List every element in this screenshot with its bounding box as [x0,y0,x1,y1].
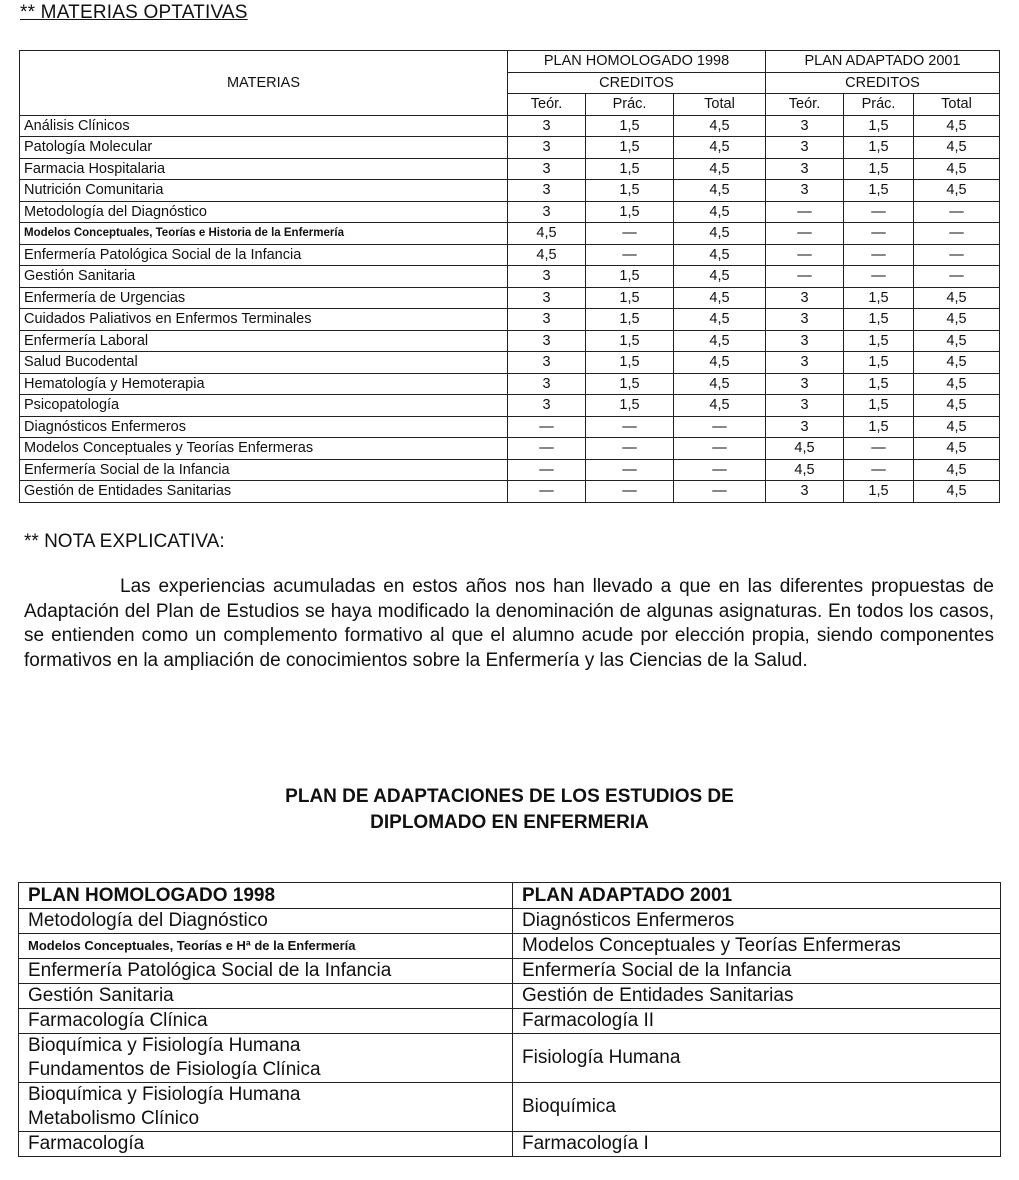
header-teor-1998: Teór. [508,94,586,116]
table-row [20,330,1000,352]
credit-cell: 4,5 [914,481,1000,503]
plan-2001-subject: Enfermería Social de la Infancia [513,959,1001,984]
materia-name: Salud Bucodental [20,352,508,374]
header-creditos-1998: CREDITOS [508,72,766,94]
credit-cell: — [508,481,586,503]
credit-cell: — [914,223,1000,245]
credit-cell: 1,5 [586,137,674,159]
credit-cell: — [586,223,674,245]
credit-cell: — [844,201,914,223]
credit-cell: 1,5 [844,309,914,331]
plan-1998-subject [19,909,513,934]
credit-cell: 1,5 [586,309,674,331]
materia-name: Enfermería Social de la Infancia [20,459,508,481]
credit-cell: — [766,244,844,266]
credit-cell: 1,5 [844,395,914,417]
table-row [20,481,1000,503]
credit-cell: — [586,416,674,438]
credit-cell: 4,5 [674,395,766,417]
credit-cell: 3 [766,352,844,374]
credit-cell: 4,5 [674,309,766,331]
credit-cell: 1,5 [844,115,914,137]
materia-name: Modelos Conceptuales y Teorías Enfermeras [20,438,508,460]
table-row [20,137,1000,159]
credit-cell: — [674,416,766,438]
credit-cell: 4,5 [766,459,844,481]
optativas-title: ** MATERIAS OPTATIVAS [20,2,248,23]
credit-cell: 1,5 [586,158,674,180]
credit-cell: 3 [766,158,844,180]
plan-title [0,784,1019,836]
plan-2001-subject: Bioquímica [513,1083,1001,1132]
credit-cell: 4,5 [674,223,766,245]
credit-cell: 3 [766,115,844,137]
credit-cell: 1,5 [586,180,674,202]
table-row [19,909,1001,934]
credit-cell: 4,5 [914,438,1000,460]
credit-cell: — [766,223,844,245]
credit-cell: 4,5 [674,287,766,309]
credit-cell: 3 [508,201,586,223]
table-row [19,959,1001,984]
materia-name: Hematología y Hemoterapia [20,373,508,395]
subject-line: Metodología del Diagnóstico [28,910,268,931]
credit-cell: — [914,266,1000,288]
header-prac-2001: Prác. [844,94,914,116]
credit-cell: — [914,201,1000,223]
plan-2001-subject: Diagnósticos Enfermeros [513,909,1001,934]
credit-cell: 1,5 [844,481,914,503]
credit-cell: — [844,266,914,288]
credit-cell: — [766,266,844,288]
credit-cell: 4,5 [674,244,766,266]
credit-cell: 3 [508,266,586,288]
subject-line: Bioquímica y Fisiología Humana [28,1035,301,1056]
table-row [20,223,1000,245]
credit-cell: 4,5 [914,287,1000,309]
materia-name: Modelos Conceptuales, Teorías e Historia de la Enfermería [20,223,508,245]
credit-cell: 1,5 [586,373,674,395]
optativas-table-body [20,115,1000,502]
credit-cell: 3 [766,416,844,438]
nota-title: ** NOTA EXPLICATIVA: [24,531,225,552]
table-row [20,287,1000,309]
header-creditos-2001: CREDITOS [766,72,1000,94]
credit-cell: 1,5 [586,266,674,288]
subject-line: Modelos Conceptuales, Teorías e Hª de la Enfermería [28,938,356,953]
plan-table [18,882,1001,1157]
materia-name: Enfermería Patológica Social de la Infancia [20,244,508,266]
credit-cell: 4,5 [674,373,766,395]
credit-cell: 4,5 [508,223,586,245]
plan-1998-subject [19,959,513,984]
materia-name: Enfermería Laboral [20,330,508,352]
plan-2001-subject: Farmacología I [513,1132,1001,1157]
credit-cell: 4,5 [766,438,844,460]
credit-cell: — [674,438,766,460]
credit-cell: 3 [508,180,586,202]
credit-cell: 1,5 [844,416,914,438]
credit-cell: 3 [508,395,586,417]
materia-name: Metodología del Diagnóstico [20,201,508,223]
plan-2001-subject: Modelos Conceptuales y Teorías Enfermeras [513,934,1001,959]
credit-cell: 1,5 [586,330,674,352]
plan-header-1998: PLAN HOMOLOGADO 1998 [19,883,513,909]
credit-cell: 4,5 [914,158,1000,180]
credit-cell: 4,5 [914,180,1000,202]
subject-line: Gestión Sanitaria [28,985,174,1006]
table-row [19,1034,1001,1083]
materia-name: Enfermería de Urgencias [20,287,508,309]
optativas-table [19,50,1000,503]
credit-cell: 4,5 [914,137,1000,159]
credit-cell: 4,5 [914,459,1000,481]
credit-cell: — [674,481,766,503]
credit-cell: 1,5 [586,395,674,417]
plan-title-line-2: DIPLOMADO EN ENFERMERIA [370,812,649,833]
credit-cell: 4,5 [674,137,766,159]
materia-name: Análisis Clínicos [20,115,508,137]
subject-line: Farmacología Clínica [28,1010,208,1031]
header-total-1998: Total [674,94,766,116]
table-row [19,1083,1001,1132]
credit-cell: — [586,459,674,481]
materia-name: Patología Molecular [20,137,508,159]
materia-name: Diagnósticos Enfermeros [20,416,508,438]
credit-cell: 3 [508,352,586,374]
plan-1998-subject [19,1132,513,1157]
credit-cell: 4,5 [914,309,1000,331]
credit-cell: 4,5 [674,180,766,202]
credit-cell: 1,5 [844,180,914,202]
credit-cell: 1,5 [844,158,914,180]
plan-2001-subject: Farmacología II [513,1009,1001,1034]
plan-2001-subject: Gestión de Entidades Sanitarias [513,984,1001,1009]
table-row [20,352,1000,374]
materia-name: Farmacia Hospitalaria [20,158,508,180]
credit-cell: 4,5 [674,158,766,180]
credit-cell: 3 [508,309,586,331]
plan-1998-subject [19,934,513,959]
credit-cell: 1,5 [586,115,674,137]
credit-cell: 4,5 [914,395,1000,417]
table-row [20,309,1000,331]
credit-cell: 1,5 [844,373,914,395]
materia-name: Nutrición Comunitaria [20,180,508,202]
credit-cell: 1,5 [844,330,914,352]
plan-title-line-1: PLAN DE ADAPTACIONES DE LOS ESTUDIOS DE [285,786,734,807]
credit-cell: 3 [508,137,586,159]
credit-cell: 1,5 [586,287,674,309]
credit-cell: 3 [766,330,844,352]
materia-name: Gestión de Entidades Sanitarias [20,481,508,503]
plan-1998-subject [19,984,513,1009]
credit-cell: 4,5 [674,201,766,223]
subject-line: Farmacología [28,1133,145,1154]
table-row [20,158,1000,180]
table-row [19,1009,1001,1034]
credit-cell: 3 [508,373,586,395]
header-teor-2001: Teór. [766,94,844,116]
credit-cell: — [844,459,914,481]
table-row [20,180,1000,202]
plan-2001-subject: Fisiología Humana [513,1034,1001,1083]
header-prac-1998: Prác. [586,94,674,116]
credit-cell: — [914,244,1000,266]
credit-cell: 3 [766,180,844,202]
plan-1998-subject [19,1083,513,1132]
credit-cell: — [586,244,674,266]
materia-name: Gestión Sanitaria [20,266,508,288]
header-plan-1998: PLAN HOMOLOGADO 1998 [508,51,766,73]
credit-cell: — [766,201,844,223]
nota-text: Las experiencias acumuladas en estos años nos han llevado a que en las diferentes propuestas de Adaptación del Plan de Estudios se haya modificado la denominación de algunas asignaturas. En todos los casos, se entienden como un complemento formativo al que el alumno acude por elección propia, siendo componentes formativos en la ampliación de conocimientos sobre la Enfermería y las Ciencias de la Salud. [24,576,994,671]
credit-cell: 3 [766,373,844,395]
table-row [20,115,1000,137]
credit-cell: 4,5 [674,352,766,374]
nota-body [24,575,994,673]
header-materias: MATERIAS [20,51,508,116]
credit-cell: — [508,438,586,460]
plan-table-body [19,909,1001,1157]
materia-name: Cuidados Paliativos en Enfermos Terminales [20,309,508,331]
subject-line: Enfermería Patológica Social de la Infancia [28,960,392,981]
credit-cell: 4,5 [914,330,1000,352]
credit-cell: 3 [508,287,586,309]
credit-cell: — [586,481,674,503]
header-total-2001: Total [914,94,1000,116]
credit-cell: 3 [766,137,844,159]
subject-line: Fundamentos de Fisiología Clínica [28,1059,321,1080]
credit-cell: 3 [508,158,586,180]
credit-cell: 4,5 [914,373,1000,395]
credit-cell: 3 [508,330,586,352]
credit-cell: 3 [766,287,844,309]
credit-cell: 3 [766,395,844,417]
credit-cell: 3 [766,481,844,503]
table-row [19,1132,1001,1157]
credit-cell: 3 [766,309,844,331]
credit-cell: 4,5 [508,244,586,266]
table-row [20,459,1000,481]
plan-header-2001: PLAN ADAPTADO 2001 [513,883,1001,909]
credit-cell: — [844,223,914,245]
credit-cell: 1,5 [586,352,674,374]
credit-cell: — [844,438,914,460]
credit-cell: 4,5 [914,416,1000,438]
credit-cell: — [586,438,674,460]
credit-cell: — [674,459,766,481]
credit-cell: 1,5 [844,352,914,374]
subject-line: Metabolismo Clínico [28,1108,200,1129]
credit-cell: 1,5 [844,287,914,309]
credit-cell: 4,5 [674,330,766,352]
header-plan-2001: PLAN ADAPTADO 2001 [766,51,1000,73]
table-row [20,395,1000,417]
credit-cell: — [508,459,586,481]
credit-cell: 1,5 [586,201,674,223]
credit-cell: 4,5 [674,266,766,288]
table-row [20,373,1000,395]
table-row [20,201,1000,223]
plan-1998-subject [19,1034,513,1083]
credit-cell: 1,5 [844,137,914,159]
credit-cell: 4,5 [674,115,766,137]
plan-1998-subject [19,1009,513,1034]
table-row [19,984,1001,1009]
table-row [20,244,1000,266]
credit-cell: 4,5 [914,115,1000,137]
materia-name: Psicopatología [20,395,508,417]
subject-line: Bioquímica y Fisiología Humana [28,1084,301,1105]
credit-cell: — [508,416,586,438]
credit-cell: 3 [508,115,586,137]
table-row [20,266,1000,288]
table-row [20,438,1000,460]
table-row [20,416,1000,438]
credit-cell: — [844,244,914,266]
credit-cell: 4,5 [914,352,1000,374]
table-row [19,934,1001,959]
